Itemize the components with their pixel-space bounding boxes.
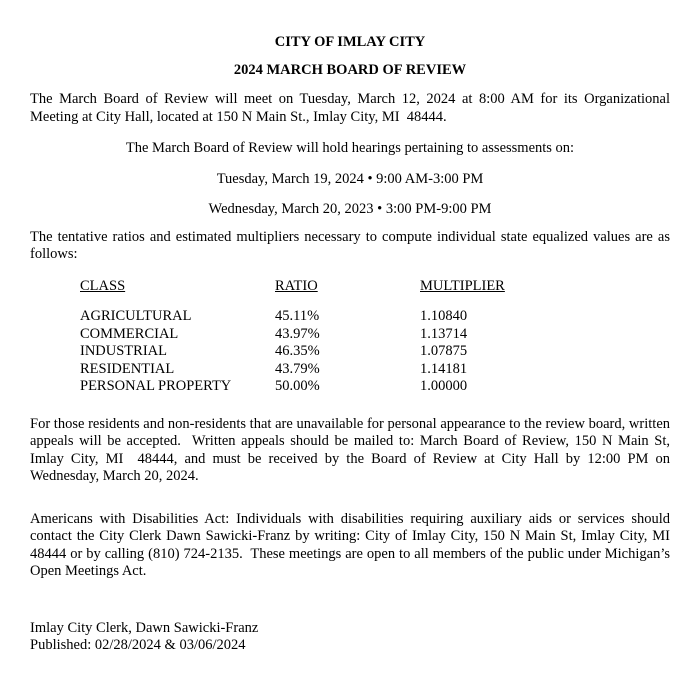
table-row [80,326,670,344]
ratio-table-header-row [80,278,670,296]
ada-paragraph: Americans with Disabilities Act: Individuals with disabilities requiring auxiliary aids or services should contact the City Clerk Dawn Sawicki-Franz by writing: City of Imlay City, 150 N Main St, Imlay City, MI 48444 or by calling (810) 724-2135. These meetings are open to all members of the public under Michigan’s Open Meetings Act. [30,510,670,579]
class-cell: RESIDENTIAL [80,360,175,377]
ratio-cell: 43.97% [275,325,320,342]
ratios-intro: The tentative ratios and estimated multipliers necessary to compute individual state equalized values are as follows: [30,228,670,262]
table-row [80,343,670,361]
column-header-multiplier: MULTIPLIER [420,277,505,294]
multiplier-cell: 1.10840 [420,308,468,324]
appeals-paragraph: For those residents and non-residents that are unavailable for personal appearance to the review board, written appeals will be accepted. Written appeals should be mailed to: March Board of Review, 150 N Main St, Imlay City, MI 48444, and must be received by the Board of Review at City Hall by 12:00 PM on Wednesday, March 20, 2024. [30,415,670,484]
table-row [80,378,670,396]
class-cell: PERSONAL PROPERTY [80,378,232,394]
table-row [80,361,670,379]
intro-paragraph: The March Board of Review will meet on Tuesday, March 12, 2024 at 8:00 AM for its Organizational Meeting at City Hall, located at 150 N Main St., Imlay City, MI 48444. [30,91,670,125]
class-cell: INDUSTRIAL [80,343,167,359]
class-cell: AGRICULTURAL [80,308,192,324]
document-footer [30,620,670,655]
clerk-signature: Imlay City Clerk, Dawn Sawicki-Franz [30,619,259,636]
published-line: Published: 02/28/2024 & 03/06/2024 [30,637,246,653]
multiplier-cell: 1.14181 [420,360,468,377]
notice-title: 2024 MARCH BOARD OF REVIEW [233,61,467,78]
ratio-cell: 46.35% [275,343,320,359]
column-header-ratio: RATIO [275,277,318,294]
multiplier-cell: 1.13714 [420,325,468,342]
hearing-date-2: Wednesday, March 20, 2023 • 3:00 PM-9:00 PM [208,201,492,217]
ratio-cell: 45.11% [275,308,320,324]
ratio-cell: 43.79% [275,360,320,377]
multiplier-cell: 1.00000 [420,378,468,394]
column-header-class: CLASS [80,277,126,294]
ratio-cell: 50.00% [275,378,320,394]
table-row [80,308,670,326]
multiplier-cell: 1.07875 [420,343,468,359]
class-cell: COMMERCIAL [80,325,179,342]
city-title: CITY OF IMLAY CITY [274,34,426,50]
hearing-date-1: Tuesday, March 19, 2024 • 9:00 AM-3:00 PM [216,170,484,187]
ratio-table [80,278,670,396]
hearings-intro: The March Board of Review will hold hearings pertaining to assessments on: [125,140,575,156]
